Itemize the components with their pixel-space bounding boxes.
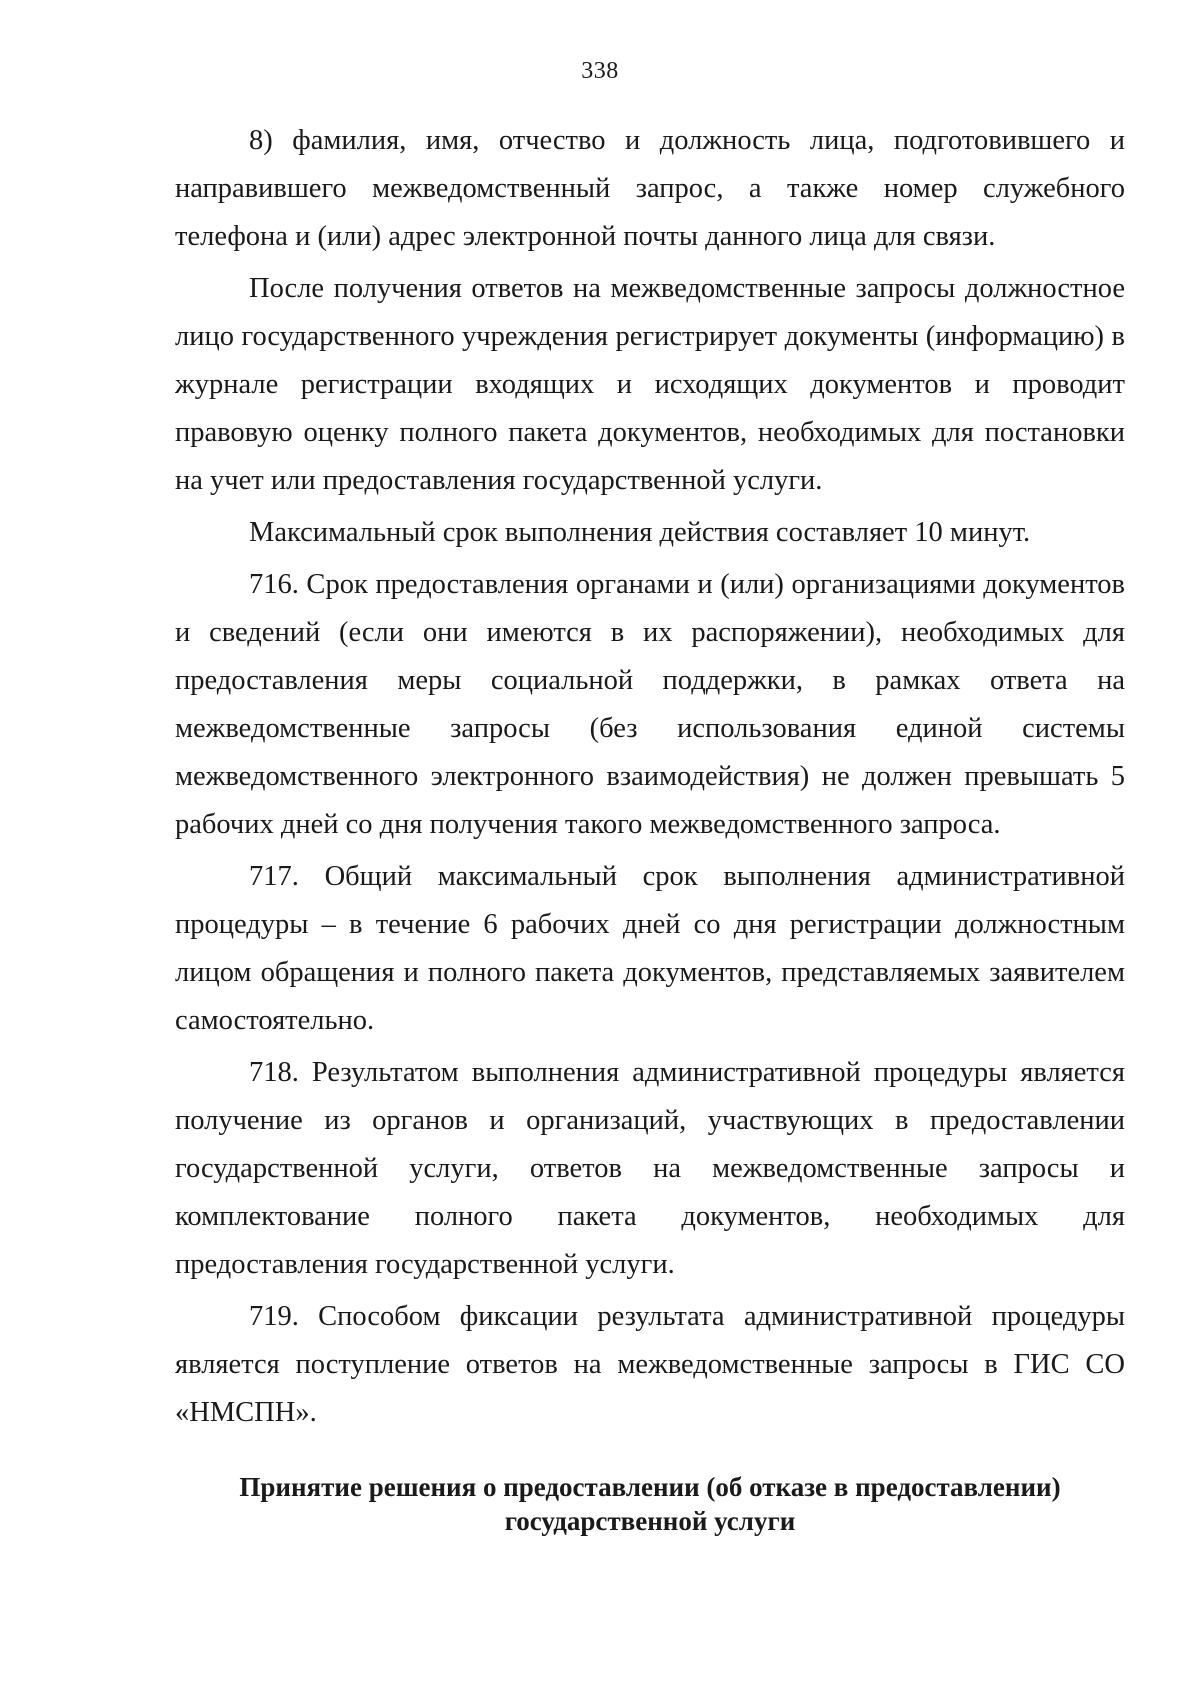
paragraph-716: 716. Срок предоставления органами и (или) организациями документов и сведений (если они имеются в их распоряжении), необходимых для предоставления меры социальной поддержки, в рамках ответа на межведомственные запросы (без использования единой системы межведомственного электронного взаимодействия) не должен превышать 5 рабочих дней со дня получения такого межведомственного запроса. [175, 569, 1125, 840]
page-number: 338 [581, 58, 619, 84]
paragraph-719: 719. Способом фиксации результата административной процедуры является поступление ответов на межведомственные запросы в ГИС СО «НМСПН». [175, 1301, 1125, 1428]
paragraph-after-responses: После получения ответов на межведомственные запросы должностное лицо государственного учреждения регистрирует документы (информацию) в журнале регистрации входящих и исходящих документов и проводит правовую оценку полного пакета документов, необходимых для постановки на учет или предоставления государственной услуги. [175, 273, 1125, 496]
section-heading: Принятие решения о предоставлении (об отказе в предоставлении) государственной услуги [239, 1472, 1061, 1536]
paragraph-717: 717. Общий максимальный срок выполнения административной процедуры – в течение 6 рабочих дней со дня регистрации должностным лицом обращения и полного пакета документов, представляемых заявителем самостоятельно. [175, 861, 1125, 1036]
paragraph-max-time: Максимальный срок выполнения действия составляет 10 минут. [249, 517, 1031, 548]
paragraph-718: 718. Результатом выполнения административной процедуры является получение из органов и организаций, участвующих в предоставлении государственной услуги, ответов на межведомственные запросы и комплектование полного пакета документов, необходимых для предоставления государственной услуги. [175, 1057, 1125, 1280]
paragraph-item-8: 8) фамилия, имя, отчество и должность лица, подготовившего и направившего межведомственный запрос, а также номер служебного телефона и (или) адрес электронной почты данного лица для связи. [175, 125, 1125, 252]
document-body [175, 117, 1125, 1441]
